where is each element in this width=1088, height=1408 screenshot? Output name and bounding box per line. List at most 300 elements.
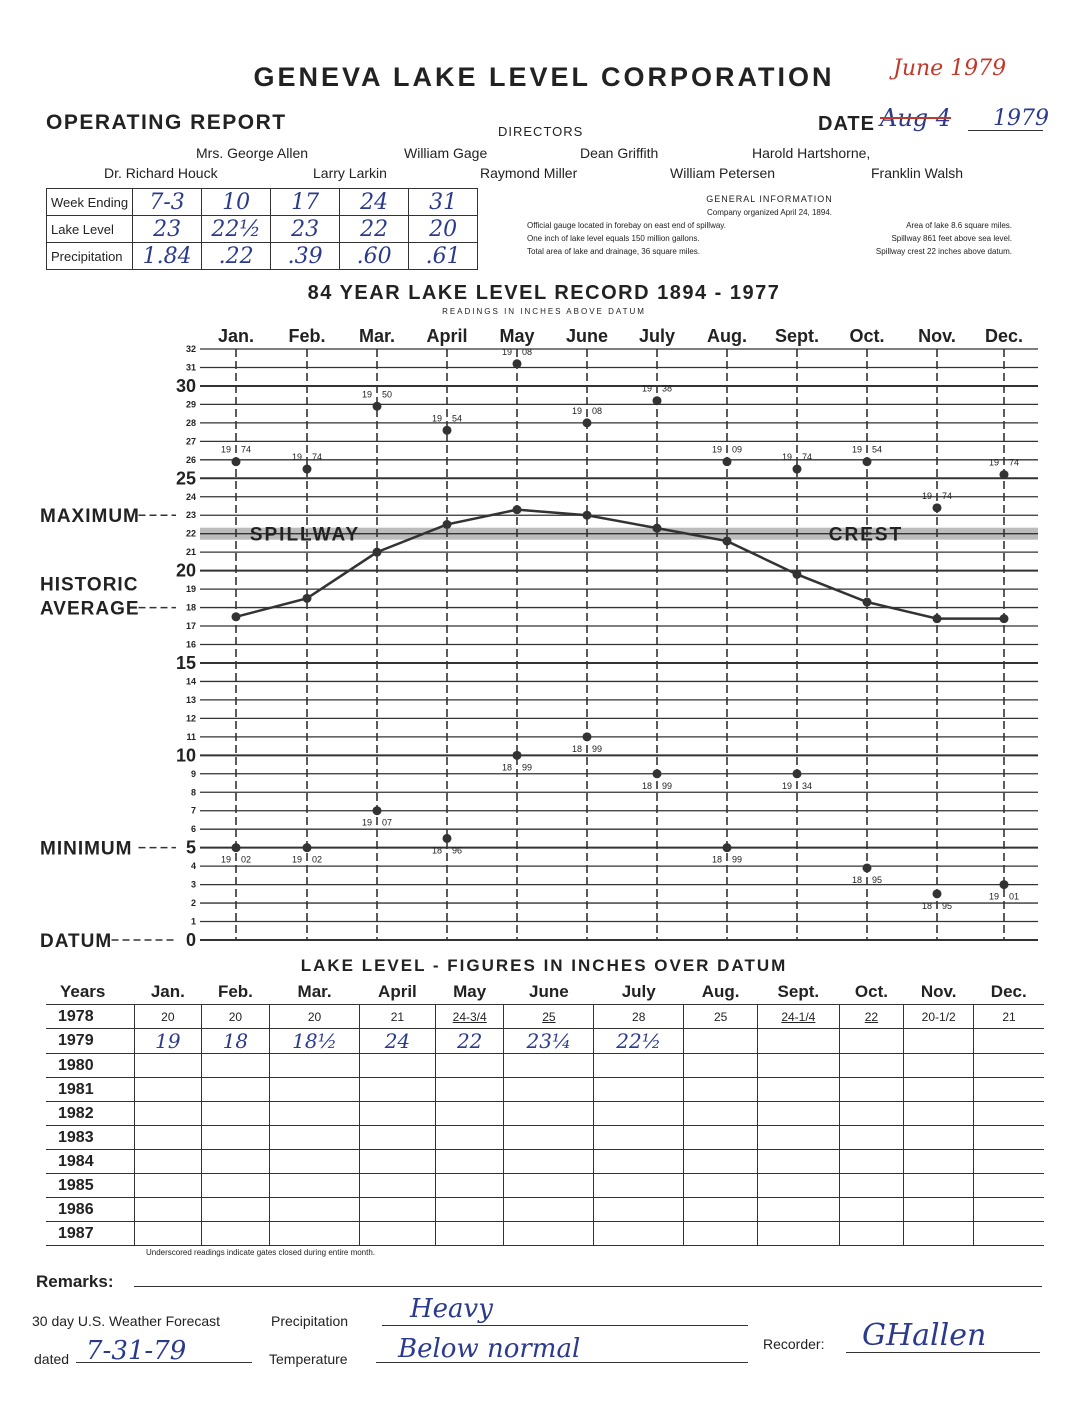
average-point — [443, 520, 452, 529]
level-cell — [135, 1198, 202, 1222]
cell: 23 — [133, 216, 202, 243]
level-cell: 21 — [359, 1005, 435, 1029]
lake-level-table — [46, 980, 1044, 1246]
x-tick-label: Jan. — [217, 326, 255, 346]
level-cell — [135, 1078, 202, 1102]
y-tick-label: 31 — [185, 362, 196, 373]
recorder-label: Recorder: — [763, 1336, 825, 1352]
level-cell — [504, 1078, 594, 1102]
level-cell — [758, 1198, 839, 1222]
level-cell — [594, 1198, 684, 1222]
max-record-year-label: 38 — [662, 383, 673, 394]
spillway-label: SPILLWAY — [249, 524, 361, 546]
max-record-point — [1000, 470, 1009, 479]
cell: 20 — [409, 216, 478, 243]
level-cell — [435, 1150, 504, 1174]
min-record-point — [863, 863, 872, 872]
year-cell: 1985 — [46, 1174, 135, 1198]
average-point — [1000, 614, 1009, 623]
column-header: Nov. — [904, 980, 974, 1005]
level-cell — [904, 1054, 974, 1078]
max-record-year-label: 54 — [452, 413, 463, 424]
min-record-point — [933, 889, 942, 898]
max-record-year-label: 74 — [241, 444, 252, 455]
max-record-year-label: 19 — [711, 444, 722, 455]
level-cell: 20 — [270, 1005, 360, 1029]
year-cell: 1979 — [46, 1029, 135, 1054]
min-record-point — [443, 834, 452, 843]
min-record-year-label: 18 — [431, 845, 442, 856]
chart-title: 84 YEAR LAKE LEVEL RECORD 1894 - 1977 — [307, 282, 781, 304]
max-record-point — [793, 465, 802, 474]
level-cell — [201, 1054, 269, 1078]
level-cell — [904, 1126, 974, 1150]
level-cell — [135, 1126, 202, 1150]
remarks-line — [134, 1286, 1042, 1287]
table-row — [46, 1150, 1044, 1174]
year-cell: 1983 — [46, 1126, 135, 1150]
cell: 31 — [409, 189, 478, 216]
level-cell — [839, 1102, 904, 1126]
max-record-year-label: 74 — [802, 452, 813, 463]
max-record-point — [583, 418, 592, 427]
level-cell: 18 — [201, 1029, 269, 1054]
level-cell — [201, 1078, 269, 1102]
min-record-point — [653, 769, 662, 778]
level-cell — [270, 1150, 360, 1174]
level-cell — [359, 1078, 435, 1102]
level-cell — [684, 1078, 758, 1102]
level-cell: 22 — [435, 1029, 504, 1054]
max-record-year-label: 19 — [291, 452, 302, 463]
general-info-line: Total area of lake and drainage, 36 square miles. — [527, 247, 700, 256]
level-cell — [904, 1150, 974, 1174]
level-cell — [135, 1102, 202, 1126]
level-cell — [201, 1222, 269, 1246]
level-cell — [839, 1054, 904, 1078]
y-tick-label: 26 — [185, 454, 196, 465]
level-cell — [758, 1078, 839, 1102]
director: William Gage — [404, 145, 488, 161]
level-cell — [684, 1029, 758, 1054]
y-tick-label: 14 — [185, 676, 196, 687]
general-info-line: Company organized April 24, 1894. — [707, 208, 832, 217]
column-header: April — [359, 980, 435, 1005]
temperature-label: Temperature — [269, 1351, 348, 1367]
min-record-point — [232, 843, 241, 852]
column-header: Mar. — [270, 980, 360, 1005]
min-record-year-label: 18 — [641, 780, 652, 791]
min-record-point — [723, 843, 732, 852]
level-cell — [435, 1126, 504, 1150]
level-cell — [359, 1054, 435, 1078]
max-record-year-label: 74 — [1009, 457, 1020, 468]
min-record-year-label: 18 — [571, 743, 582, 754]
level-cell: 18½ — [270, 1029, 360, 1054]
max-record-year-label: 19 — [501, 346, 512, 357]
page-title: GENEVA LAKE LEVEL CORPORATION — [253, 62, 835, 92]
max-record-point — [513, 359, 522, 368]
y-tick-label: 2 — [190, 898, 196, 909]
y-tick-label: 27 — [185, 436, 196, 447]
table-row — [46, 1102, 1044, 1126]
level-cell — [359, 1222, 435, 1246]
table-row — [46, 1029, 1044, 1054]
x-tick-label: Nov. — [918, 326, 956, 346]
recorder-line — [846, 1352, 1040, 1353]
max-record-point — [933, 503, 942, 512]
max-record-year-label: 09 — [732, 444, 743, 455]
cell: .61 — [409, 243, 478, 270]
general-info-line: Spillway 861 feet above sea level. — [891, 234, 1012, 243]
min-record-point — [793, 769, 802, 778]
max-record-point — [653, 396, 662, 405]
y-tick-label: 12 — [185, 713, 196, 724]
average-point — [232, 612, 241, 621]
level-cell — [684, 1126, 758, 1150]
min-record-year-label: 18 — [851, 874, 862, 885]
max-record-year-label: 74 — [312, 452, 323, 463]
min-record-point — [1000, 880, 1009, 889]
level-cell — [839, 1126, 904, 1150]
x-tick-label: July — [638, 326, 676, 346]
y-tick-label: 9 — [190, 768, 196, 779]
level-cell — [359, 1198, 435, 1222]
level-cell — [758, 1174, 839, 1198]
cell: .22 — [202, 243, 271, 270]
min-record-year-label: 02 — [241, 854, 252, 865]
level-cell: 20 — [135, 1005, 202, 1029]
column-header: Dec. — [974, 980, 1044, 1005]
level-cell — [504, 1150, 594, 1174]
average-point — [303, 594, 312, 603]
level-cell — [435, 1198, 504, 1222]
x-tick-label: June — [565, 326, 609, 346]
level-cell — [594, 1078, 684, 1102]
x-tick-label: Oct. — [849, 326, 885, 346]
precipitation-value: Heavy — [410, 1294, 493, 1324]
column-header: Jan. — [135, 980, 202, 1005]
year-cell: 1984 — [46, 1150, 135, 1174]
y-tick-label: 20 — [175, 560, 196, 581]
year-cell: 1980 — [46, 1054, 135, 1078]
y-tick-label: 0 — [185, 930, 196, 950]
min-record-year-label: 99 — [592, 743, 603, 754]
cell: 23 — [271, 216, 340, 243]
level-cell — [270, 1126, 360, 1150]
level-cell: 25 — [504, 1005, 594, 1029]
corner-note: June 1979 — [893, 56, 1007, 81]
table-header-row — [46, 980, 1044, 1005]
x-tick-label: Dec. — [984, 326, 1024, 346]
level-cell — [359, 1126, 435, 1150]
dated-label: dated — [34, 1351, 70, 1367]
max-record-point — [723, 457, 732, 466]
cell: 1.84 — [133, 243, 202, 270]
year-cell: 1978 — [46, 1005, 135, 1029]
level-cell — [974, 1054, 1044, 1078]
level-cell — [504, 1126, 594, 1150]
max-record-year-label: 19 — [220, 444, 231, 455]
level-cell — [974, 1174, 1044, 1198]
table-row — [46, 1005, 1044, 1029]
level-cell — [594, 1054, 684, 1078]
max-record-year-label: 19 — [431, 413, 442, 424]
level-cell: 25 — [684, 1005, 758, 1029]
max-record-point — [232, 457, 241, 466]
level-cell — [758, 1029, 839, 1054]
column-header: Sept. — [758, 980, 839, 1005]
y-tick-label: 19 — [185, 584, 196, 595]
table-row — [46, 1054, 1044, 1078]
level-cell — [904, 1029, 974, 1054]
min-record-year-label: 18 — [921, 900, 932, 911]
level-cell: 22 — [839, 1005, 904, 1029]
column-header: June — [504, 980, 594, 1005]
max-record-point — [863, 457, 872, 466]
level-cell — [435, 1222, 504, 1246]
cell: 24 — [340, 189, 409, 216]
level-cell — [135, 1054, 202, 1078]
general-info-line: One inch of lake level equals 150 million gallons. — [527, 234, 700, 243]
level-cell — [270, 1054, 360, 1078]
max-record-year-label: 54 — [872, 444, 883, 455]
table-row — [46, 1174, 1044, 1198]
level-cell — [594, 1150, 684, 1174]
general-info-line: Area of lake 8.6 square miles. — [906, 221, 1012, 230]
min-record-point — [583, 732, 592, 741]
year-cell: 1982 — [46, 1102, 135, 1126]
director: Dr. Richard Houck — [104, 165, 218, 181]
max-record-year-label: 19 — [361, 389, 372, 400]
level-cell — [504, 1174, 594, 1198]
dated-value: 7-31-79 — [86, 1336, 187, 1366]
min-record-year-label: 99 — [732, 854, 743, 865]
level-cell — [594, 1174, 684, 1198]
y-tick-label: 3 — [190, 879, 196, 890]
y-tick-label: 1 — [190, 916, 196, 927]
level-cell — [359, 1102, 435, 1126]
min-record-year-label: 95 — [872, 874, 883, 885]
level-cell: 28 — [594, 1005, 684, 1029]
max-record-year-label: 08 — [522, 346, 533, 357]
level-cell — [904, 1102, 974, 1126]
max-record-year-label: 19 — [851, 444, 862, 455]
level-cell — [904, 1174, 974, 1198]
level-cell — [758, 1222, 839, 1246]
average-point — [653, 524, 662, 533]
row-label: Week Ending — [47, 189, 133, 216]
y-tick-label: 11 — [186, 731, 196, 742]
level-cell: 21 — [974, 1005, 1044, 1029]
y-tick-label: 6 — [190, 824, 196, 835]
column-header: Feb. — [201, 980, 269, 1005]
date-struck: Aug 4 — [880, 104, 952, 132]
level-cell: 20 — [201, 1005, 269, 1029]
level-cell — [684, 1198, 758, 1222]
average-point — [863, 598, 872, 607]
y-tick-label: 22 — [185, 528, 196, 539]
level-cell — [270, 1198, 360, 1222]
level-cell — [201, 1126, 269, 1150]
level-cell — [359, 1150, 435, 1174]
level-cell — [201, 1174, 269, 1198]
director: William Petersen — [670, 165, 776, 181]
level-cell — [684, 1102, 758, 1126]
y-tick-label: 21 — [185, 547, 196, 558]
min-record-year-label: 19 — [220, 854, 231, 865]
level-cell — [504, 1222, 594, 1246]
y-tick-label: 7 — [190, 805, 196, 816]
cell: 7-3 — [133, 189, 202, 216]
table-note: Underscored readings indicate gates closed during entire month. — [146, 1248, 376, 1257]
cell: 22½ — [202, 216, 271, 243]
y-tick-label: 10 — [175, 745, 196, 766]
average-point — [583, 511, 592, 520]
level-cell — [904, 1078, 974, 1102]
min-record-year-label: 96 — [452, 845, 463, 856]
temperature-value: Below normal — [398, 1334, 581, 1364]
precipitation-label: Precipitation — [271, 1313, 349, 1329]
level-cell — [684, 1150, 758, 1174]
max-record-point — [303, 465, 312, 474]
temperature-line — [376, 1362, 748, 1363]
level-cell — [974, 1102, 1044, 1126]
table-row — [46, 1222, 1044, 1246]
level-cell — [839, 1078, 904, 1102]
max-record-year-label: 74 — [942, 490, 953, 501]
x-tick-label: Mar. — [358, 326, 396, 346]
y-tick-label: 5 — [185, 837, 196, 858]
y-tick-label: 4 — [190, 861, 196, 872]
level-cell — [839, 1174, 904, 1198]
level-cell — [904, 1222, 974, 1246]
level-cell — [435, 1078, 504, 1102]
x-tick-label: Feb. — [288, 326, 326, 346]
level-cell — [839, 1029, 904, 1054]
y-tick-label: 24 — [185, 491, 196, 502]
general-info-heading: GENERAL INFORMATION — [706, 194, 833, 204]
column-header: Aug. — [684, 980, 758, 1005]
lake-table-title: LAKE LEVEL - FIGURES IN INCHES OVER DATUM — [300, 956, 788, 975]
level-cell — [504, 1198, 594, 1222]
y-tick-label: 16 — [185, 639, 196, 650]
director: Dean Griffith — [580, 145, 659, 161]
min-record-year-label: 95 — [942, 900, 953, 911]
left-axis-label: HISTORIC — [40, 574, 139, 596]
level-cell — [359, 1174, 435, 1198]
forecast-label: 30 day U.S. Weather Forecast — [32, 1313, 221, 1329]
recorder-signature: GHallen — [862, 1318, 987, 1353]
min-record-year-label: 19 — [988, 891, 999, 902]
level-cell — [135, 1174, 202, 1198]
y-tick-label: 32 — [185, 344, 196, 354]
level-cell — [904, 1198, 974, 1222]
min-record-year-label: 02 — [312, 854, 323, 865]
level-cell: 24 — [359, 1029, 435, 1054]
min-record-year-label: 34 — [802, 780, 813, 791]
left-axis-label: DATUM — [40, 931, 113, 952]
table-row — [46, 1198, 1044, 1222]
date-label: DATE — [818, 113, 875, 135]
level-cell — [594, 1126, 684, 1150]
column-header: Oct. — [839, 980, 904, 1005]
max-record-year-label: 50 — [382, 389, 393, 400]
min-record-year-label: 18 — [711, 854, 722, 865]
director: Raymond Miller — [480, 165, 578, 181]
general-info-line: Official gauge located in forebay on east end of spillway. — [527, 221, 726, 230]
x-tick-label: May — [499, 326, 535, 346]
year-cell: 1986 — [46, 1198, 135, 1222]
max-record-point — [373, 402, 382, 411]
column-header: May — [435, 980, 504, 1005]
left-axis-label: MAXIMUM — [40, 506, 140, 528]
level-cell — [135, 1150, 202, 1174]
table-row — [46, 1078, 1044, 1102]
level-cell — [974, 1150, 1044, 1174]
max-record-point — [443, 426, 452, 435]
level-cell — [201, 1150, 269, 1174]
max-record-year-label: 19 — [921, 490, 932, 501]
director: Franklin Walsh — [871, 165, 964, 181]
left-axis-label: AVERAGE — [40, 598, 140, 620]
y-tick-label: 15 — [175, 652, 196, 673]
year-cell: 1981 — [46, 1078, 135, 1102]
cell: .39 — [271, 243, 340, 270]
average-point — [933, 614, 942, 623]
min-record-year-label: 18 — [501, 762, 512, 773]
min-record-point — [373, 806, 382, 815]
y-tick-label: 18 — [185, 602, 196, 613]
cell: 10 — [202, 189, 271, 216]
level-cell — [270, 1174, 360, 1198]
precipitation-line — [382, 1325, 748, 1326]
director: Mrs. George Allen — [196, 145, 309, 161]
level-cell — [270, 1102, 360, 1126]
level-cell — [435, 1054, 504, 1078]
cell: 22 — [340, 216, 409, 243]
level-cell — [504, 1054, 594, 1078]
column-header: Years — [46, 980, 135, 1005]
level-cell — [684, 1054, 758, 1078]
max-record-year-label: 19 — [571, 405, 582, 416]
average-point — [513, 505, 522, 514]
y-tick-label: 8 — [190, 787, 196, 798]
average-point — [723, 537, 732, 546]
row-label: Lake Level — [47, 216, 133, 243]
min-record-year-label: 19 — [291, 854, 302, 865]
level-cell — [839, 1222, 904, 1246]
level-cell — [270, 1078, 360, 1102]
level-cell — [974, 1222, 1044, 1246]
min-record-point — [303, 843, 312, 852]
y-tick-label: 23 — [185, 510, 196, 521]
min-record-year-label: 01 — [1009, 891, 1020, 902]
level-cell — [684, 1174, 758, 1198]
level-cell — [594, 1102, 684, 1126]
x-tick-label: Aug. — [707, 326, 747, 346]
directors-heading: DIRECTORS — [498, 124, 584, 139]
level-cell — [974, 1078, 1044, 1102]
level-cell — [758, 1126, 839, 1150]
y-tick-label: 17 — [185, 621, 196, 632]
level-cell — [974, 1198, 1044, 1222]
level-cell — [594, 1222, 684, 1246]
level-cell: 19 — [135, 1029, 202, 1054]
level-cell — [974, 1029, 1044, 1054]
table-row — [46, 1126, 1044, 1150]
level-cell — [201, 1102, 269, 1126]
